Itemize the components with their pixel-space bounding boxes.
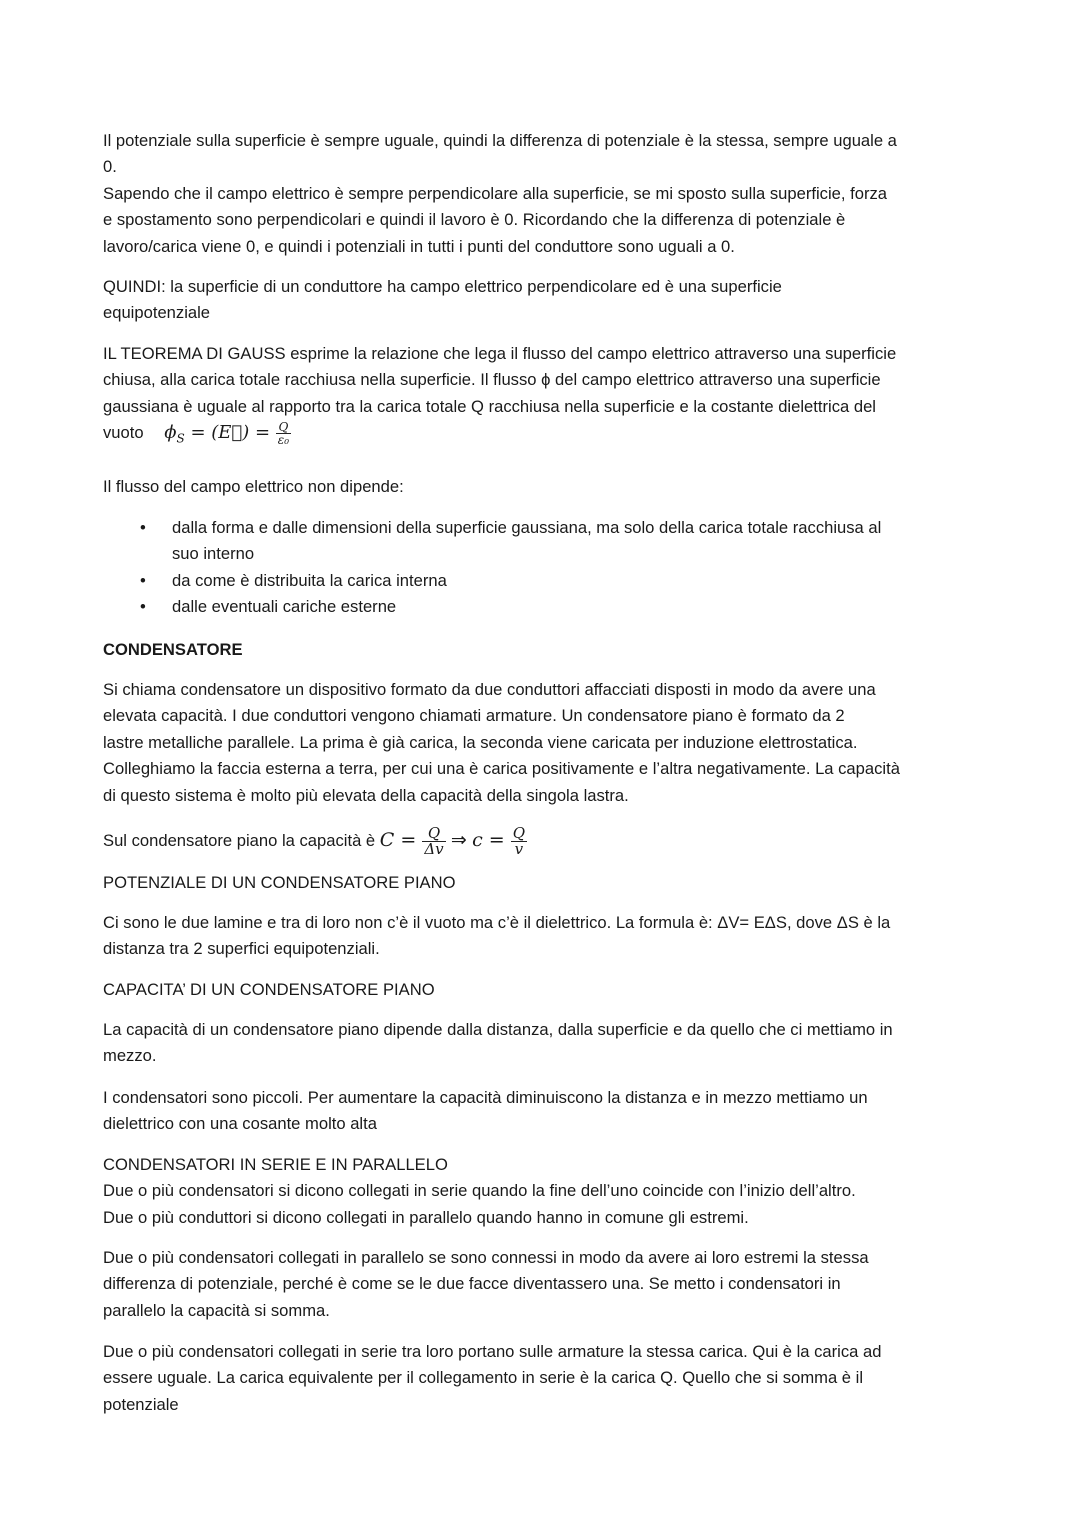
text-line: dielettrico con una cosante molto alta <box>103 1114 377 1134</box>
text-line: CONDENSATORI IN SERIE E IN PARALLELO <box>103 1155 448 1174</box>
paragraph-serie-parallelo <box>103 1152 856 1231</box>
bullet-item <box>140 568 881 594</box>
text-line: mezzo. <box>103 1046 157 1066</box>
heading-potenziale: POTENZIALE DI UN CONDENSATORE PIANO <box>103 873 456 892</box>
text-line: Il potenziale sulla superficie è sempre uguale, quindi la differenza di potenziale è la stessa, sempre uguale a <box>103 131 897 150</box>
paragraph-quindi <box>103 274 782 327</box>
gauss-formula <box>164 422 276 446</box>
capacity-fraction-2 <box>511 826 527 857</box>
bullet-icon: • <box>140 597 146 617</box>
phi-subscript: S <box>176 431 185 446</box>
text-line: Due o più condensatori collegati in serie tra loro portano sulle armature la stessa carica. Qui è la carica ad <box>103 1342 882 1361</box>
text-line: e spostamento sono perpendicolari e quindi il lavoro è 0. Ricordando che la differenza di potenziale è <box>103 210 846 230</box>
denominator: v <box>514 840 524 858</box>
text-line: distanza tra 2 superfici equipotenziali. <box>103 939 380 959</box>
numerator: Q <box>512 824 526 842</box>
text-line: differenza di potenziale, perché è come se le due facce diventassero una. Se metto i condensatori in <box>103 1274 841 1294</box>
text-line: Ci sono le due lamine e tra di loro non c’è il vuoto ma c’è il dielettrico. La formula è: ΔV= EΔS, dove ΔS è la <box>103 913 891 932</box>
text-line: IL TEOREMA DI GAUSS esprime la relazione che lega il flusso del campo elettrico attraverso una superficie <box>103 344 897 363</box>
text-line: potenziale <box>103 1394 179 1414</box>
gauss-numerator: Q <box>276 421 291 434</box>
gauss-fraction <box>276 421 291 446</box>
bullet-item <box>140 594 881 620</box>
bullet-list <box>140 515 881 621</box>
heading-capacita: CAPACITA’ DI UN CONDENSATORE PIANO <box>103 980 435 999</box>
paragraph-flusso: Il flusso del campo elettrico non dipende: <box>103 477 404 496</box>
capacity-formula-line <box>103 826 527 857</box>
paragraph-potenziale-superficie <box>103 128 897 260</box>
text-line: equipotenziale <box>103 303 211 323</box>
paragraph-teorema-gauss <box>103 341 896 420</box>
bullet-icon: • <box>140 518 146 537</box>
text-line: di questo sistema è molto più elevata della capacità della singola lastra. <box>103 785 629 805</box>
text-line: parallelo la capacità si somma. <box>103 1300 330 1320</box>
text-line: gaussiana è uguale al rapporto tra la carica totale Q racchiusa nella superficie e la costante dielettrica del <box>103 396 876 416</box>
text-line: I condensatori sono piccoli. Per aumentare la capacità diminuiscono la distanza e in mezzo mettiamo un <box>103 1088 868 1107</box>
text-line: Due o più conduttori si dicono collegati in parallelo quando hanno in comune gli estremi. <box>103 1207 749 1227</box>
bullet-line: suo interno <box>172 544 255 564</box>
text-line: La capacità di un condensatore piano dipende dalla distanza, dalla superficie e da quello che ci mettiamo in <box>103 1020 893 1039</box>
bullet-icon: • <box>140 570 146 590</box>
text-line: Si chiama condensatore un dispositivo formato da due conduttori affacciati disposti in modo da avere una <box>103 680 876 699</box>
numerator: Q <box>422 826 445 842</box>
denominator: Δv <box>424 840 444 858</box>
text-line: lavoro/carica viene 0, e quindi i potenziali in tutti i punti del conduttore sono uguali a 0. <box>103 236 735 256</box>
gauss-formula-line <box>103 420 291 452</box>
text-line: 0. <box>103 157 117 177</box>
text-line: lastre metalliche parallele. La prima è già carica, la seconda viene caricata per induzione elettrostatica. <box>103 732 858 752</box>
heading-condensatore: CONDENSATORE <box>103 640 243 659</box>
phi-symbol: ϕ <box>164 422 177 443</box>
text-line: elevata capacità. I due conduttori vengono chiamati armature. Un condensatore piano è formato da 2 <box>103 706 845 726</box>
paragraph-lamine <box>103 910 890 963</box>
paragraph-capacita <box>103 1017 893 1070</box>
implies-symbol: ⇒ <box>445 829 473 851</box>
gauss-mid: = (E⃗) = <box>184 422 276 443</box>
gauss-denominator: ε₀ <box>277 433 290 448</box>
capacity-fraction-1 <box>422 826 445 857</box>
text-line: chiusa, alla carica totale racchiusa nella superficie. Il flusso ϕ del campo elettrico attraverso una superficie <box>103 370 881 390</box>
paragraph-serie <box>103 1339 881 1418</box>
text-line: Colleghiamo la faccia esterna a terra, per cui una è carica positivamente e l’altra negativamente. La capacità <box>103 759 900 779</box>
paragraph-parallelo <box>103 1245 869 1324</box>
gauss-prefix: vuoto <box>103 423 144 442</box>
text-line: Sapendo che il campo elettrico è sempre perpendicolare alla superficie, se mi sposto sulla superficie, forza <box>103 183 887 203</box>
text-line: Due o più condensatori collegati in parallelo se sono connessi in modo da avere ai loro estremi la stessa <box>103 1248 869 1267</box>
text-line: QUINDI: la superficie di un conduttore ha campo elettrico perpendicolare ed è una superficie <box>103 277 782 296</box>
text-line: Due o più condensatori si dicono collegati in serie quando la fine dell’uno coincide con l’inizio dell’altro. <box>103 1181 856 1201</box>
capacity-c1: C = <box>379 828 423 851</box>
text-line: essere uguale. La carica equivalente per il collegamento in serie è la carica Q. Quello che si somma è il <box>103 1368 864 1388</box>
capacity-c2: c = <box>472 828 511 851</box>
bullet-item <box>140 515 881 568</box>
bullet-line: da come è distribuita la carica interna <box>172 570 447 590</box>
capacity-prefix: Sul condensatore piano la capacità è <box>103 830 380 850</box>
paragraph-condensatore <box>103 677 900 809</box>
paragraph-piccoli <box>103 1085 868 1138</box>
bullet-line: dalla forma e dalle dimensioni della superficie gaussiana, ma solo della carica totale racchiusa al <box>172 518 882 537</box>
bullet-line: dalle eventuali cariche esterne <box>172 597 397 617</box>
